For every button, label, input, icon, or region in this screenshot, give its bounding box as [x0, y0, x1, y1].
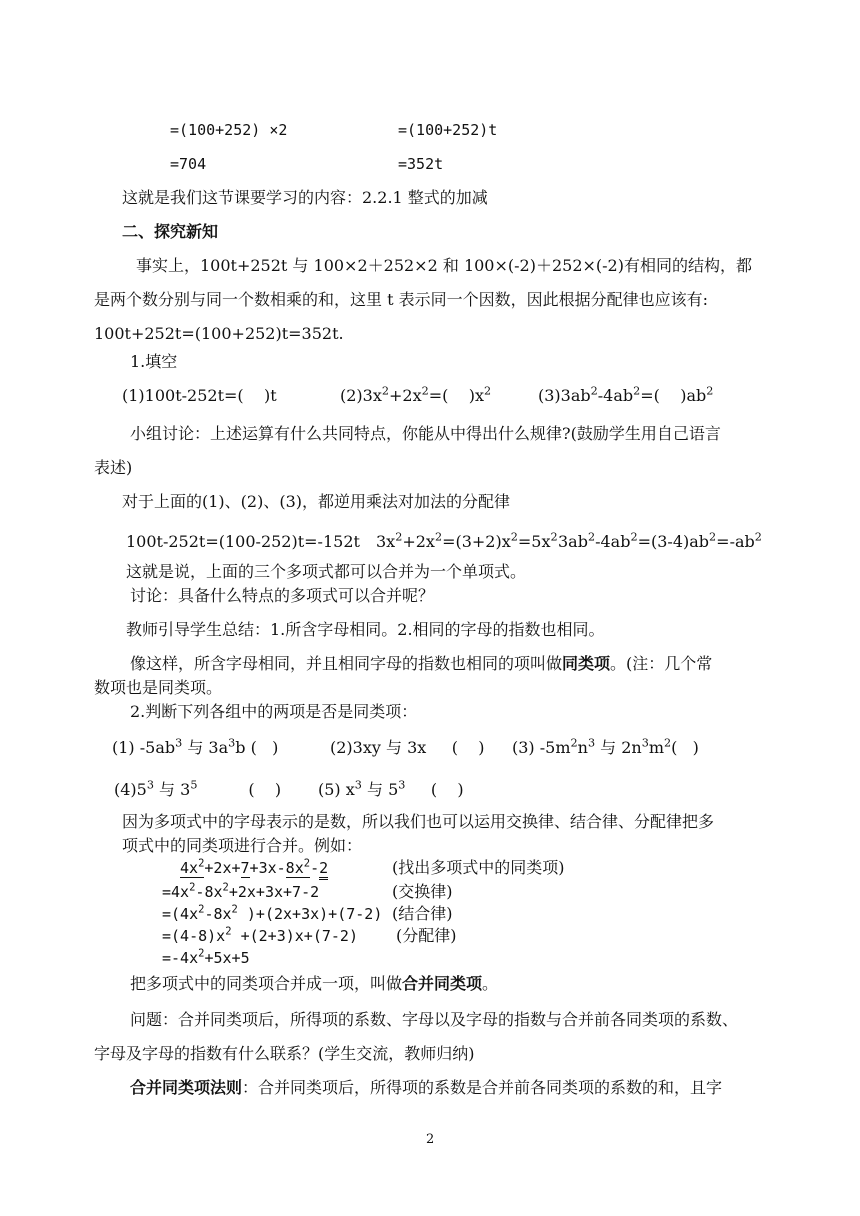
fill-blank-title: 1.填空: [130, 352, 178, 371]
combine-text: 把多项式中的同类项合并成一项，叫做: [130, 974, 403, 993]
paragraph-line: 问题：合并同类项后，所得项的系数、字母以及字母的指数与合并前各同类项的系数、: [130, 1010, 739, 1029]
rule-term: 合并同类项法则: [130, 1078, 243, 1097]
paragraph-line: [130, 654, 712, 674]
example-step-3: $=(4x^2-8x^2$ )+(2x+3x)+(7-2): [162, 903, 383, 923]
paragraph-line: 项式中的同类项进行合并。例如：: [122, 836, 363, 855]
paragraph-line: 这就是说，上面的三个多项式都可以合并为一个单项式。: [126, 562, 527, 581]
paragraph-line: 100t+252t=(100+252)t=352t.: [94, 324, 344, 343]
example-step-2: $=4x^2-8x^2+2x+3x+7-2$: [162, 881, 320, 901]
paragraph-line: 教师引导学生总结：1.所含字母相同。2.相同的字母的指数也相同。: [126, 620, 605, 639]
equation-line-right-2: =352t: [398, 155, 444, 173]
judge-title: 2.判断下列各组中的两项是否是同类项：: [130, 702, 418, 721]
example-step-5: $=-4x^2+5x+5$: [162, 947, 250, 967]
combine-end: 。: [482, 974, 499, 993]
paragraph-line: 事实上，100t+252t 与 100×2＋252×2 和 100×(-2)＋252×(-2)有相同的结构，都: [136, 256, 752, 275]
paragraph-line: 讨论：具备什么特点的多项式可以合并呢？: [130, 586, 435, 605]
rule-text: ：合并同类项后，所得项的系数是合并前各同类项的系数的和，且字: [242, 1078, 723, 1097]
paragraph-line: 对于上面的(1)、(2)、(3)，都逆用乘法对加法的分配律: [122, 492, 510, 511]
like-terms-note: 。(注：几个常: [610, 654, 713, 673]
paragraph-line: 因为多项式中的字母表示的是数，所以我们也可以运用交换律、结合律、分配律把多: [122, 812, 715, 831]
paragraph-line: 数项也是同类项。: [94, 678, 223, 697]
like-terms-text: 像这样，所含字母相同，并且相同字母的指数也相同的项叫做: [130, 654, 563, 673]
example-step-4-note: (分配律): [396, 926, 457, 945]
example-step-1: $4x^2+2x+7+3x-8x^2-2$: [180, 858, 328, 878]
paragraph-line: 小组讨论：上述运算有什么共同特点，你能从中得出什么规律?(鼓励学生用自己语言: [130, 424, 721, 443]
like-terms-term: 同类项: [562, 654, 611, 673]
judge-item-3: (3) $-5m^2n^3$ 与 $2n^3m^2$( ): [512, 736, 699, 757]
judge-item-5: (5) $x^3$ 与 $5^3$ ( ): [318, 778, 464, 799]
equation-line-left-2: =704: [170, 155, 207, 173]
combine-term: 合并同类项: [402, 974, 483, 993]
page-number: 2: [426, 1132, 435, 1147]
paragraph-line: 字母及字母的指数有什么联系？(学生交流，教师归纳): [94, 1044, 475, 1063]
distributive-result-3: $3ab^2-4ab^2=(3-4)ab^2=-ab^2$: [558, 530, 762, 551]
distributive-result-2: $3x^2+2x^2=(3+2)x^2=5x^2$: [376, 530, 558, 551]
fill-blank-item-2: $(2)3x^2+2x^2=$( )$x^2$: [340, 384, 492, 405]
equation-line-left-1: =(100+252) ×2: [170, 121, 288, 139]
example-step-1-note: (找出多项式中的同类项): [392, 858, 565, 877]
judge-item-4: $(4)5^3$ 与 $3^5$ ( ): [114, 778, 282, 799]
paragraph-line: 表述): [94, 458, 133, 477]
example-step-4: $=(4-8)x^2 +(2+3)x+(7-2)$: [162, 925, 358, 945]
distributive-result-1: 100t-252t=(100-252)t=-152t: [126, 532, 360, 551]
example-step-3-note: (结合律): [392, 904, 453, 923]
equation-line-right-1: =(100+252)t: [398, 121, 498, 139]
example-step-2-note: (交换律): [392, 882, 453, 901]
paragraph-line: [130, 974, 498, 994]
fill-blank-item-1: (1)100t-252t=( )t: [122, 386, 277, 405]
paragraph-line: [130, 1078, 722, 1098]
fill-blank-item-3: $(3)3ab^2-4ab^2=$( )$ab^2$: [538, 384, 714, 405]
judge-item-2: (2)3xy 与 3x ( ): [330, 738, 485, 757]
section-title: 二、探究新知: [122, 222, 219, 241]
judge-item-1: (1) $-5ab^3$ 与 $3a^3b$ ( ): [112, 736, 279, 757]
lesson-topic-line: 这就是我们这节课要学习的内容：2.2.1 整式的加减: [122, 188, 488, 207]
paragraph-line: 是两个数分别与同一个数相乘的和，这里 t 表示同一个因数，因此根据分配律也应该有:: [94, 290, 708, 309]
